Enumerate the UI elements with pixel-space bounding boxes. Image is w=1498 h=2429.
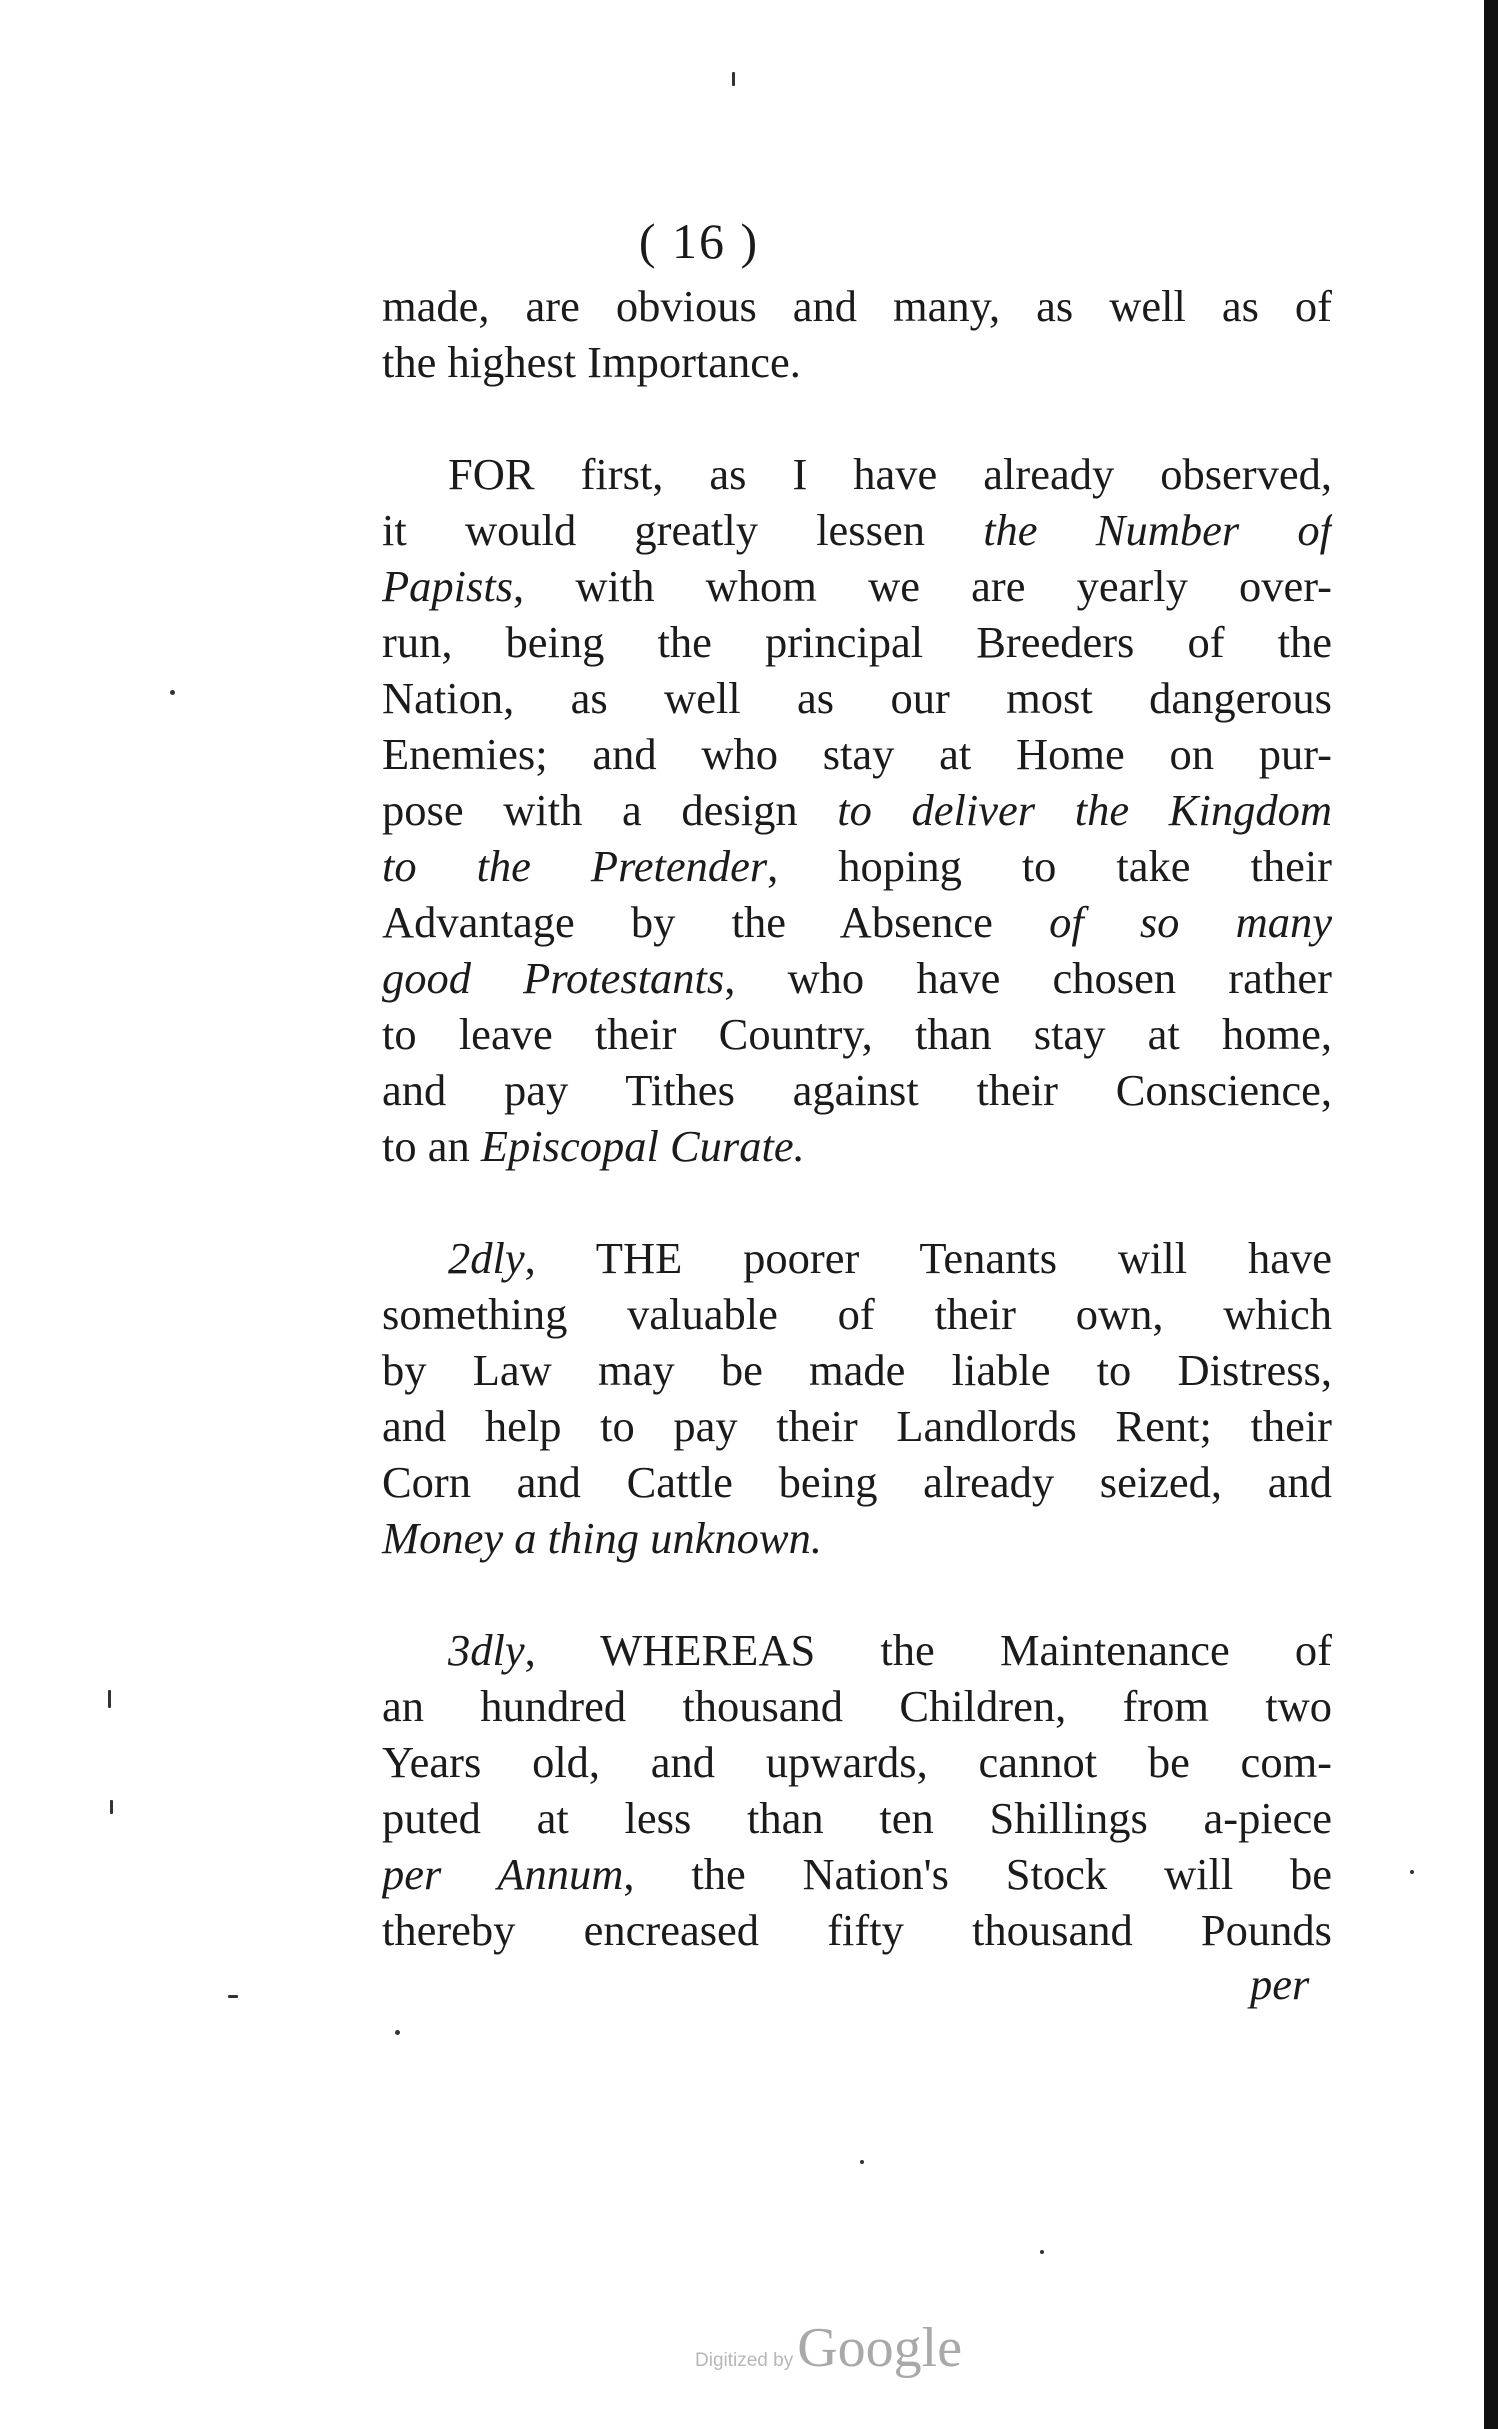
text-line bbox=[382, 782, 1332, 838]
roman-text: , who have chosen rather bbox=[724, 953, 1332, 1003]
roman-text: , with whom we are yearly over- bbox=[513, 561, 1332, 611]
text-line bbox=[382, 446, 1332, 502]
print-speck bbox=[732, 72, 735, 86]
italic-text: 3dly bbox=[448, 1625, 525, 1675]
roman-text: to an bbox=[382, 1121, 481, 1171]
roman-text: by Law may be made liable to Distress, bbox=[382, 1345, 1332, 1395]
print-speck bbox=[1040, 2250, 1044, 2254]
text-line bbox=[382, 1846, 1332, 1902]
text-line bbox=[382, 278, 1332, 334]
text-line bbox=[382, 1230, 1332, 1286]
text-line bbox=[382, 1342, 1332, 1398]
text-line bbox=[382, 1118, 1332, 1174]
text-line bbox=[382, 838, 1332, 894]
roman-text: Enemies; and who stay at Home on pur- bbox=[382, 729, 1332, 779]
print-speck bbox=[228, 1995, 238, 1998]
text-line bbox=[382, 1398, 1332, 1454]
roman-text: an hundred thousand Children, from two bbox=[382, 1681, 1332, 1731]
print-speck bbox=[108, 1690, 111, 1708]
roman-text: run, being the principal Breeders of the bbox=[382, 617, 1332, 667]
catchword: per bbox=[1250, 1959, 1310, 2009]
text-line bbox=[382, 1734, 1332, 1790]
text-line bbox=[382, 1006, 1332, 1062]
roman-text: the highest Importance. bbox=[382, 337, 801, 387]
watermark-brand: Google bbox=[797, 2317, 963, 2379]
digitized-watermark bbox=[695, 2316, 962, 2380]
text-line bbox=[382, 894, 1332, 950]
print-speck bbox=[110, 1800, 113, 1814]
roman-text: and pay Tithes against their Conscience, bbox=[382, 1065, 1332, 1115]
italic-text: Episcopal Curate. bbox=[480, 1121, 805, 1171]
roman-text: , WHEREAS the Maintenance of bbox=[524, 1625, 1332, 1675]
roman-text: Advantage by the Absence bbox=[382, 897, 1050, 947]
text-line bbox=[382, 726, 1332, 782]
text-line bbox=[382, 1902, 1332, 1958]
roman-text: Corn and Cattle being already seized, and bbox=[382, 1457, 1332, 1507]
print-speck bbox=[860, 2160, 864, 2164]
italic-text: of so many bbox=[1049, 897, 1332, 947]
roman-text: and help to pay their Landlords Rent; their bbox=[382, 1401, 1332, 1451]
roman-text: made, are obvious and many, as well as of bbox=[382, 281, 1332, 331]
italic-text: 2dly bbox=[448, 1233, 525, 1283]
italic-text: the Number of bbox=[983, 505, 1332, 555]
page-number: ( 16 ) bbox=[638, 213, 760, 269]
text-line bbox=[382, 1454, 1332, 1510]
text-line bbox=[382, 1622, 1332, 1678]
paragraph-gap bbox=[382, 390, 1332, 446]
paragraph-gap bbox=[382, 1566, 1332, 1622]
text-line bbox=[382, 334, 1332, 390]
print-speck bbox=[1410, 1870, 1414, 1874]
print-speck bbox=[395, 2030, 400, 2035]
roman-text: Years old, and upwards, cannot be com- bbox=[382, 1737, 1332, 1787]
roman-text: , the Nation's Stock will be bbox=[623, 1849, 1332, 1899]
italic-text: good Protestants bbox=[382, 953, 725, 1003]
roman-text: it would greatly lessen bbox=[382, 505, 984, 555]
body-text bbox=[382, 278, 1332, 1958]
roman-text: FOR first, as I have already observed, bbox=[448, 449, 1332, 499]
text-line bbox=[382, 1062, 1332, 1118]
text-line bbox=[382, 558, 1332, 614]
text-line bbox=[382, 1510, 1332, 1566]
roman-text: , hoping to take their bbox=[767, 841, 1332, 891]
italic-text: to deliver the Kingdom bbox=[837, 785, 1332, 835]
text-line bbox=[382, 1286, 1332, 1342]
print-speck bbox=[170, 690, 175, 695]
roman-text: to leave their Country, than stay at home, bbox=[382, 1009, 1332, 1059]
roman-text: puted at less than ten Shillings a-piece bbox=[382, 1793, 1332, 1843]
roman-text: pose with a design bbox=[382, 785, 838, 835]
paragraph-gap bbox=[382, 1174, 1332, 1230]
watermark-prefix: Digitized by bbox=[695, 2350, 794, 2371]
italic-text: to the Pretender bbox=[382, 841, 768, 891]
roman-text: Nation, as well as our most dangerous bbox=[382, 673, 1332, 723]
roman-text: , THE poorer Tenants will have bbox=[524, 1233, 1332, 1283]
page-edge-shadow bbox=[1484, 0, 1498, 2429]
italic-text: per Annum bbox=[382, 1849, 624, 1899]
text-line bbox=[382, 1790, 1332, 1846]
text-line bbox=[382, 614, 1332, 670]
italic-text: Money a thing unknown. bbox=[382, 1513, 822, 1563]
text-line bbox=[382, 502, 1332, 558]
roman-text: something valuable of their own, which bbox=[382, 1289, 1332, 1339]
roman-text: thereby encreased fifty thousand Pounds bbox=[382, 1905, 1332, 1955]
text-line bbox=[382, 670, 1332, 726]
italic-text: Papists bbox=[382, 561, 514, 611]
text-line bbox=[382, 1678, 1332, 1734]
text-line bbox=[382, 950, 1332, 1006]
